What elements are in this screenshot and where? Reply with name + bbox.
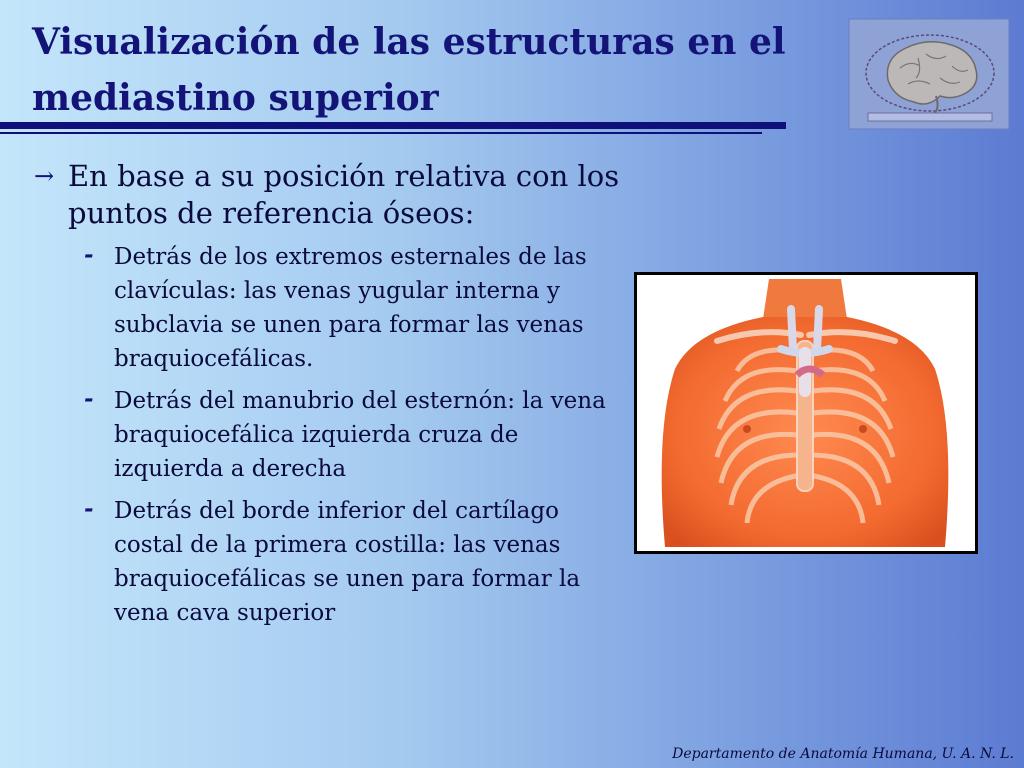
footer-credit: Departamento de Anatomía Humana, U. A. N. L. xyxy=(672,746,1014,762)
sub-bullet-list xyxy=(34,240,624,630)
sub-bullet-item xyxy=(80,240,624,376)
arrow-right-icon: → xyxy=(34,162,55,190)
title-underline-thick xyxy=(0,122,786,129)
sub-bullet-item xyxy=(80,384,624,486)
sub-bullet-text: Detrás del borde inferior del cartílago costal de la primera costilla: las venas braquiocefálicas se unen para formar la vena cava superior xyxy=(114,498,581,626)
slide-body xyxy=(34,158,624,638)
dash-icon: - xyxy=(84,385,94,412)
sub-bullet-text: Detrás del manubrio del esternón: la vena braquiocefálica izquierda cruza de izquierda a derecha xyxy=(114,388,606,482)
thorax-illustration xyxy=(641,279,971,547)
sub-bullet-item xyxy=(80,494,624,630)
bullet-item xyxy=(34,158,624,232)
bullet-text: En base a su posición relativa con los puntos de referencia óseos: xyxy=(68,159,620,230)
sub-bullet-text: Detrás de los extremos esternales de las clavículas: las venas yugular interna y subclavia se unen para formar las venas braquiocefálicas. xyxy=(114,244,587,372)
dash-icon: - xyxy=(84,495,94,522)
thorax-figure xyxy=(634,272,978,554)
department-logo xyxy=(848,18,1010,130)
title-underline-thin xyxy=(0,132,762,134)
dash-icon: - xyxy=(84,241,94,268)
slide-title: Visualización de las estructuras en el mediastino superior xyxy=(32,21,786,119)
